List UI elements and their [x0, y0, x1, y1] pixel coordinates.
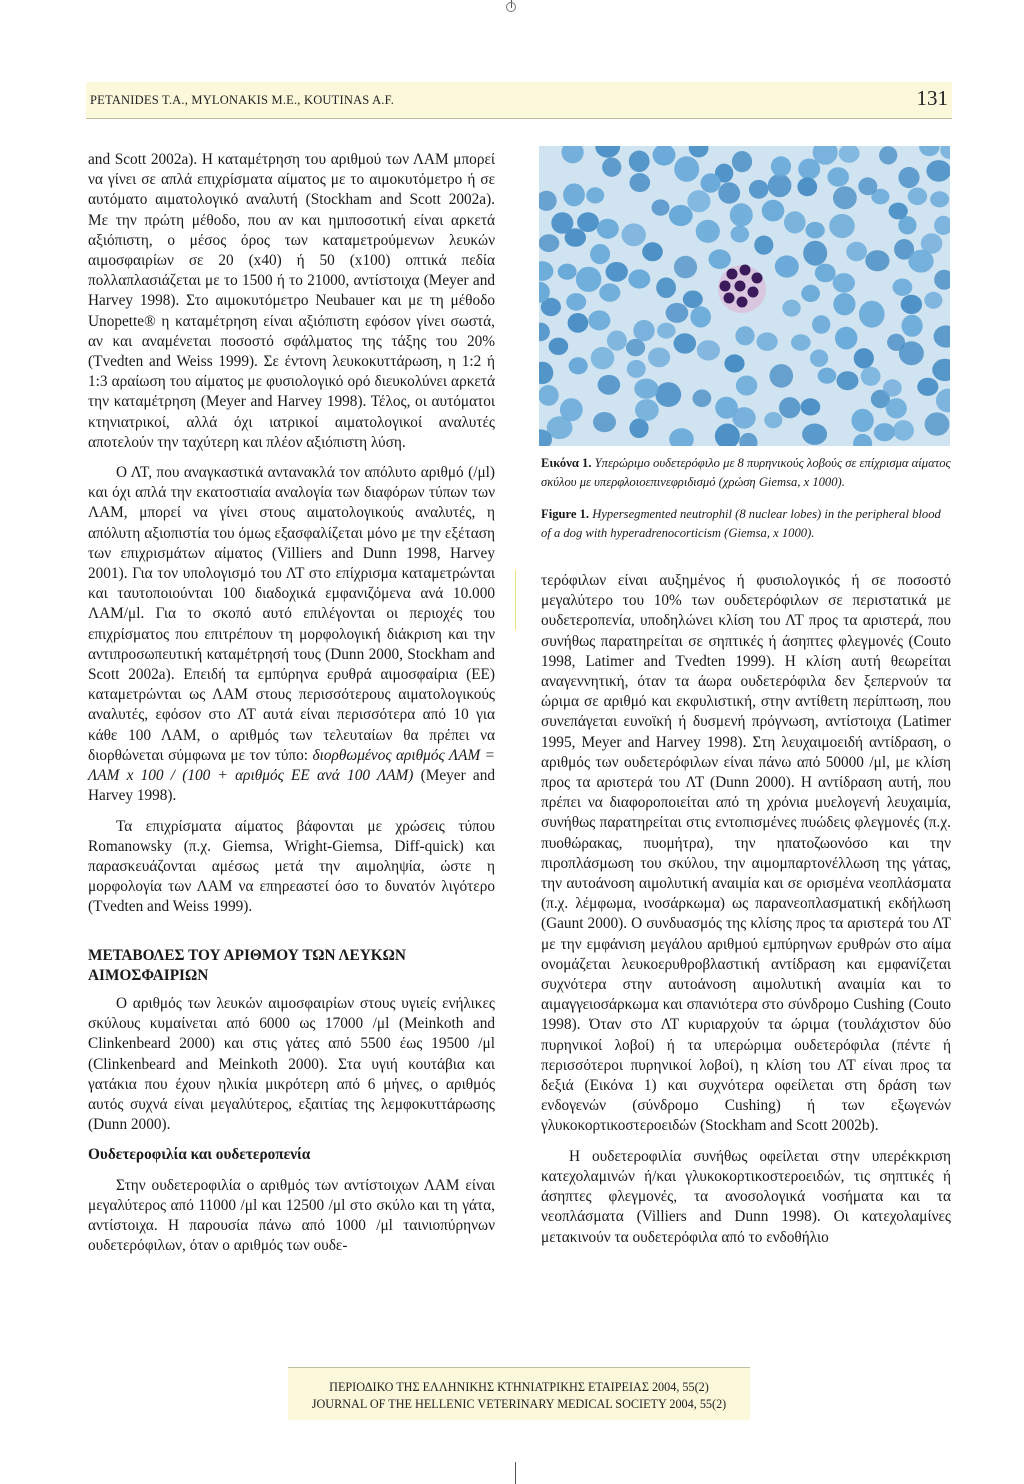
- nuclear-lobe: [727, 269, 738, 280]
- red-blood-cell: [803, 241, 827, 266]
- red-blood-cell: [802, 424, 827, 445]
- figure-caption-english: Hypersegmented neutrophil (8 nuclear lobes) in the peripheral blood of a dog with hyperadrenocorticism (Giemsa, x 1000).: [541, 507, 941, 540]
- red-blood-cell: [693, 390, 712, 408]
- red-blood-cell: [657, 323, 676, 339]
- red-blood-cell: [626, 339, 645, 356]
- red-blood-cell: [539, 385, 559, 406]
- red-blood-cell: [810, 349, 828, 367]
- red-blood-cell: [629, 151, 650, 173]
- red-blood-cell: [633, 320, 654, 341]
- red-blood-cell: [558, 264, 577, 280]
- red-blood-cell: [627, 360, 646, 378]
- red-blood-cell: [606, 262, 628, 282]
- crop-mark-top-circle: [506, 2, 516, 12]
- red-blood-cell: [715, 424, 740, 447]
- paragraph-citation: (Meyer and Harvey 1998).: [88, 767, 495, 805]
- red-blood-cell: [893, 279, 913, 296]
- nuclear-lobe: [720, 281, 731, 292]
- red-blood-cell: [590, 244, 610, 264]
- red-blood-cell: [775, 255, 799, 277]
- red-blood-cell: [801, 398, 821, 415]
- nuclear-lobe: [737, 297, 748, 308]
- header-authors: PETANIDES T.A., MYLONAKIS M.E., KOUTINAS A.F.: [90, 93, 395, 107]
- blood-smear-micrograph: [539, 146, 950, 446]
- red-blood-cell: [859, 301, 885, 328]
- paragraph: Στην ουδετεροφιλία ο αριθμός των αντίστοιχων ΛΑΜ είναι μεγαλύτερος από 11000 /μl και 12500 /μl στο σκύλο και τη γάτα, αντίστοιχα. Η παρουσία πάνω από 1000 /μl ταινιοπύρηνων ουδετερόφιλων, όταν ο αριθμός των ουδε-: [88, 1176, 495, 1255]
- red-blood-cell: [934, 325, 950, 347]
- red-blood-cell: [730, 203, 753, 226]
- red-blood-cell: [539, 362, 553, 384]
- red-blood-cell: [936, 389, 950, 413]
- crop-mark-bottom: [515, 1462, 516, 1484]
- red-blood-cell: [846, 242, 867, 261]
- red-blood-cell: [754, 236, 773, 255]
- red-blood-cell: [762, 200, 785, 222]
- footer-journal-greek: ΠΕΡΙΟΔΙΚΟ ΤΗΣ ΕΛΛΗΝΙΚΗΣ ΚΤΗΝΙΑΤΡΙΚΗΣ ΕΤΑΙΡΕΙΑΣ 2004, 55(2): [329, 1380, 709, 1394]
- red-blood-cell: [827, 167, 849, 187]
- paragraph: τερόφιλων είναι αυξημένος ή φυσιολογικός ή σε ποσοστό μεγαλύτερο του 10% των ουδετερόφιλων σε περιστατικά με ουδετεροπενία, υποδηλώνει κλίση του ΛΤ προς τα αριστερά, που συνήθως παρατηρείται σε σηπτικές ή άσηπτες φλεγμονές (Couto 1998, Latimer and Tvedten 1999). Η κλίση αυτή θεωρείται αναγεννητική, όταν τα άωρα ουδετερόφιλα δεν ξεπερνούν τα ώριμα σε αριθμό και εκφυλιστική, στην αντίθετη περίπτωση, που συνεπάγεται ευνοϊκή ή δυσμενή πρόγνωση, αντίστοιχα (Latimer 1995, Meyer and Harvey 1998). Στη λευχαιμοειδή αντίδραση, ο αριθμός των ουδετερόφιλων είναι πάνω από 50000 /μl, με κλίση προς τα αριστερά του ΛΤ (Dunn 2000). Η αντίδραση αυτή, που πρέπει να διαφοροποιείται από τη χρόνια μυελογενή λευχαιμία, συνήθως παρατηρείται στις εντοπισμένες πυώδεις φλεγμονές (π.χ. πυοθώρακας, πυομήτρα), την ηπατοζωονόσο και την πιροπλάσμωση του σκύλου, την αιμομπαρτονέλλωση της γάτας, την αυτοάνοση αιμολυτική αναιμία και σε ορισμένα νεοπλάσματα (π.χ. λέμφωμα, ινοσάρκωμα) ως παρανεοπλασματική εκδήλωση (Gaunt 2000). Ο συνδυασμός της κλίσης προς τα αριστερά του ΛΤ με την εμφάνιση μεγάλου αριθμού εμπύρηνων ερυθρών στο αίμα ονομάζεται λευκοερυθροβλαστική αντίδραση και εμφανίζεται συχνότερα στην αυτοάνοση αιμολυτική αναιμία και το αιμαγγειοσάρκωμα και σπανιότερα στο σύνδρομο Cushing (Couto 1998). Όταν στο ΛΤ κυριαρχούν τα ώριμα (τουλάχιστον δύο πυρηνικοί λοβοί) ή τα υπερώριμα ουδετερόφιλα (πέντε ή περισσότεροι πυρηνικοί λοβοί), η κλίση του ΛΤ είναι προς τα δεξιά (Εικόνα 1) και συχνότερα οφείλεται στη δράση των ενδογενών (σύνδρομο Cushing) ή των εξωγενών γλυκοκορτικοστεροειδών (Stockham and Scott 2002b).: [541, 572, 951, 1135]
- red-blood-cell: [770, 364, 794, 388]
- red-blood-cell: [690, 306, 711, 327]
- nuclear-lobe: [740, 265, 751, 276]
- red-blood-cell: [588, 310, 610, 330]
- figure-caption-greek: Υπερώριμο ουδετερόφιλο με 8 πυρηνικούς λοβούς σε επίχρισμα αίματος σκύλου με υπερφλοιοεπινεφριδισμό (χρώση Giemsa, x 1000).: [541, 456, 951, 489]
- red-blood-cell: [861, 367, 881, 386]
- red-blood-cell: [652, 199, 670, 215]
- red-blood-cell: [577, 212, 599, 232]
- red-blood-cell: [886, 398, 907, 418]
- red-blood-cell: [718, 182, 740, 203]
- formula: διορθωμένος αριθμός ΛΑΜ = ΛΑΜ x 100 / (100 + αριθμός ΕΕ ανά 100 ΛΑΜ): [88, 746, 496, 785]
- red-blood-cell: [797, 177, 817, 196]
- red-blood-cell: [586, 187, 604, 203]
- red-blood-cell: [598, 375, 621, 395]
- red-blood-cell: [539, 261, 553, 281]
- red-blood-cell: [666, 303, 689, 323]
- nuclear-lobe: [748, 287, 759, 298]
- red-blood-cell: [764, 412, 782, 428]
- red-blood-cell: [919, 146, 940, 156]
- paragraph: and Scott 2002a). Η καταμέτρηση του αριθμού των ΛΑΜ μπορεί να γίνει σε απλά επιχρίσματα αίματος με το αιμοκυτόμετρο ή σε αυτόματο αιματολογικό αναλυτή (Stockham and Scott 2002a). Με την πρώτη μέθοδο, που αν και ημιποσοτική είναι αρκετά αξιόπιστη, ο μέσος όρος των καταμετρούμενων λευκών αιμοσφαιρίων σε 20 (x40) ή 50 (x100) οπτικά πεδία πολλαπλασιάζεται με το 1500 ή το 21000, αντίστοιχα (Meyer and Harvey 1998). Στο αιμοκυτόμετρο Neubauer και με τη μέθοδο Unopette® η καταμέτρηση είναι αξιόπιστη εφόσον γίνει σωστά, αν και αναμένεται ποσοστό σφάλματος της τάξης του 20% (Tvedten and Weiss 1999). Σε έντονη λευκοκυττάρωση, η 1:2 ή 1:3 αραίωση του αίματος με φυσιολογικό ορό διευκολύνει αρκετά την καταμέτρηση (Meyer and Harvey 1998). Τέλος, οι αυτόματοι κτηνιατρικοί, αλλά όχι ιατρικοί αιματολογικοί αναλυτές αποτελούν την ταχύτερη και πλέον αξιόπιστη λύση.: [88, 151, 495, 451]
- red-blood-cell: [607, 331, 627, 351]
- red-blood-cell: [934, 216, 950, 235]
- red-blood-cell: [934, 270, 950, 290]
- red-blood-cell: [768, 174, 792, 197]
- red-blood-cell: [591, 347, 615, 369]
- red-blood-cell: [815, 264, 836, 283]
- red-blood-cell: [549, 338, 569, 355]
- red-blood-cell: [940, 146, 950, 159]
- red-blood-cell: [630, 173, 651, 192]
- red-blood-cell: [602, 158, 621, 177]
- red-blood-cell: [818, 368, 837, 384]
- red-blood-cell: [833, 293, 855, 315]
- red-blood-cell: [839, 146, 860, 163]
- red-blood-cell: [674, 156, 699, 182]
- red-blood-cell: [835, 327, 857, 350]
- red-blood-cell: [599, 283, 620, 301]
- red-blood-cell: [562, 146, 584, 163]
- red-blood-cell: [865, 250, 889, 271]
- red-blood-cell: [539, 323, 550, 342]
- red-blood-cell: [784, 211, 806, 233]
- red-blood-cell: [833, 186, 857, 209]
- nuclear-lobe: [752, 273, 763, 284]
- micrograph-svg: [539, 146, 950, 446]
- red-blood-cell: [674, 256, 697, 279]
- red-blood-cell: [551, 212, 573, 234]
- red-blood-cell: [853, 434, 872, 446]
- red-blood-cell: [898, 167, 919, 188]
- red-blood-cell: [622, 223, 646, 246]
- red-blood-cell: [739, 433, 757, 446]
- red-blood-cell: [883, 379, 902, 396]
- red-blood-cell: [749, 180, 769, 199]
- red-blood-cell: [901, 295, 922, 314]
- subsection-heading: Ουδετεροφιλία και ουδετεροπενία: [88, 1146, 311, 1164]
- red-blood-cell: [628, 269, 650, 288]
- journal-footer: [288, 1367, 750, 1420]
- red-blood-cell: [932, 359, 950, 381]
- red-blood-cell: [887, 334, 905, 351]
- nuclear-lobe: [735, 281, 746, 292]
- red-blood-cell: [858, 177, 877, 195]
- paragraph: Τα επιχρίσματα αίματος βάφονται με χρώσεις τύπου Romanowsky (π.χ. Giemsa, Wright-Giemsa, Diff-quick) και παρασκευάζονται αμέσως μετά την αιμοληψία, ώστε η μορφολογία των ΛΑΜ να επηρεαστεί όσο το δυνατόν λιγότερο (Tvedten and Weiss 1999).: [88, 817, 495, 916]
- red-blood-cell: [732, 151, 752, 172]
- red-blood-cell: [701, 173, 721, 192]
- red-blood-cell: [669, 205, 693, 226]
- red-blood-cell: [801, 285, 820, 302]
- red-blood-cell: [833, 273, 855, 293]
- red-blood-cell: [731, 226, 750, 243]
- red-blood-cell: [709, 249, 731, 269]
- figure-label-greek: Εικόνα 1.: [541, 456, 592, 470]
- paragraph: Ο αριθμός των λευκών αιμοσφαιρίων στους υγιείς ενήλικες σκύλους κυμαίνεται από 6000 ως 17000 /μl (Meinkoth and Clinkenbeard 2000) και στις γάτες από 5500 έως 19500 /μl (Clinkenbeard and Meinkoth 2000). Στα υγιή κουτάβια και γατάκια που έχουν ηλικία μικρότερη από 6 μήνες, ο αριθμός αυτός συχνά είναι μεγαλύτερος, εξαιτίας της λεμφοκυττάρωσης (Dunn 2000).: [88, 994, 495, 1134]
- red-blood-cell: [569, 357, 588, 374]
- red-blood-cell: [683, 291, 703, 309]
- red-blood-cell: [854, 348, 874, 368]
- red-blood-cell: [568, 313, 589, 333]
- red-blood-cell: [674, 333, 697, 353]
- red-blood-cell: [771, 156, 791, 176]
- red-blood-cell: [593, 412, 616, 432]
- red-blood-cell: [757, 332, 778, 351]
- red-blood-cell: [563, 183, 585, 206]
- red-blood-cell: [655, 382, 681, 407]
- red-blood-cell: [902, 315, 923, 337]
- red-blood-cell: [539, 234, 559, 252]
- red-blood-cell: [837, 371, 859, 390]
- red-blood-cell: [805, 222, 824, 239]
- nuclear-lobe: [724, 293, 735, 304]
- red-blood-cell: [893, 420, 914, 441]
- figure-label-english: Figure 1.: [541, 507, 590, 521]
- left-column: [88, 150, 495, 1256]
- red-blood-cell: [926, 160, 950, 182]
- red-blood-cell: [597, 219, 619, 239]
- running-header: [86, 82, 952, 119]
- paragraph: [88, 463, 495, 806]
- red-blood-cell: [595, 146, 620, 158]
- red-blood-cell: [697, 340, 720, 360]
- red-blood-cell: [656, 277, 676, 298]
- red-blood-cell: [779, 397, 800, 418]
- red-blood-cell: [851, 409, 873, 432]
- red-blood-cell: [782, 300, 800, 317]
- section-heading: ΜΕΤΑΒΟΛΕΣ ΤΟΥ ΑΡΙΘΜΟΥ ΤΩΝ ΛΕΥΚΩΝ ΑΙΜΟΣΦΑΙΡΙΩΝ: [88, 946, 406, 984]
- red-blood-cell: [917, 378, 938, 396]
- red-blood-cell: [576, 267, 602, 292]
- red-blood-cell: [634, 379, 658, 399]
- red-blood-cell: [812, 315, 830, 334]
- red-blood-cell: [642, 242, 663, 261]
- red-blood-cell: [724, 354, 744, 372]
- red-blood-cell: [689, 146, 709, 158]
- paragraph: Η ουδετεροφιλία συνήθως οφείλεται στην υπερέκκριση κατεχολαμινών ή/και γλυκοκορτικοστεροειδών, τις σηπτικές ή άσηπτες φλεγμονές, τα ανοσολογικά νοσήματα και τα νεοπλάσματα (Villiers and Dunn 1998). Οι κατεχολαμίνες μετακινούν τα ουδετερόφιλα από το ενδοθήλιο: [541, 1147, 951, 1246]
- caption-greek: [541, 454, 951, 491]
- red-blood-cell: [908, 188, 927, 206]
- red-blood-cell: [925, 412, 950, 435]
- red-blood-cell: [635, 399, 659, 421]
- red-blood-cell: [696, 220, 720, 243]
- red-blood-cell: [889, 203, 908, 220]
- red-blood-cell: [930, 191, 949, 207]
- red-blood-cell: [735, 326, 754, 345]
- red-blood-cell: [874, 423, 895, 441]
- right-column: [541, 571, 951, 1248]
- red-blood-cell: [736, 376, 757, 396]
- red-blood-cell: [924, 292, 942, 309]
- figure-captions: [541, 454, 951, 542]
- red-blood-cell: [908, 250, 933, 273]
- caption-english: [541, 505, 951, 542]
- page-number: 131: [916, 86, 948, 110]
- paragraph-text: Ο ΛΤ, που αναγκαστικά αντανακλά τον απόλυτο αριθμό (/μl) και όχι απλά την εκατοστιαία αναλογία των διαφόρων τύπων των ΛΑΜ, μπορεί να γίνει στους αιματολογικούς αναλυτές, η απόλυτη αξιοπιστία του όμως εξασφαλίζεται μόνο με την εξέταση των επιχρισμάτων αίματος (Villiers and Dunn 1998, Harvey 2001). Για τον υπολογισμό του ΛΤ στο επίχρισμα καταμετρώνται και ταυτοποιούνται 100 διαδοχικά εμφανιζόμενα ανά 10.000 ΛΑΜ/μl. Για το σκοπό αυτό επιλέγονται οι περιοχές του επιχρίσματος που επιτρέπουν τη μορφολογική διάκριση και την αντιπροσωπευτική καταμέτρησή τους (Dunn 2000, Stockham and Scott 2002a). Επειδή τα εμπύρηνα ερυθρά αιμοσφαίρια (ΕΕ) καταμετρώνται ως ΛΑΜ στους περισσότερους αιματολογικούς αναλυτές, εφόσον στο ΛΤ αυτά είναι περισσότερα από 10 για κάθε 100 ΛΑΜ, ο αριθμός των τελευταίων θα πρέπει να διορθώνεται σύμφωνα με τον τύπο:: [88, 464, 495, 764]
- red-blood-cell: [566, 293, 586, 311]
- red-blood-cell: [629, 419, 648, 439]
- red-blood-cell: [829, 214, 855, 238]
- footer-journal-english: JOURNAL OF THE HELLENIC VETERINARY MEDICAL SOCIETY 2004, 55(2): [311, 1397, 727, 1411]
- red-blood-cell: [732, 407, 755, 429]
- column-accent-line: [515, 570, 516, 630]
- red-blood-cell: [648, 347, 670, 367]
- red-blood-cell: [539, 191, 557, 211]
- red-blood-cell: [687, 190, 710, 212]
- red-blood-cell: [879, 146, 897, 164]
- red-blood-cell: [791, 334, 811, 351]
- red-blood-cell: [669, 428, 694, 446]
- red-blood-cell: [653, 146, 676, 166]
